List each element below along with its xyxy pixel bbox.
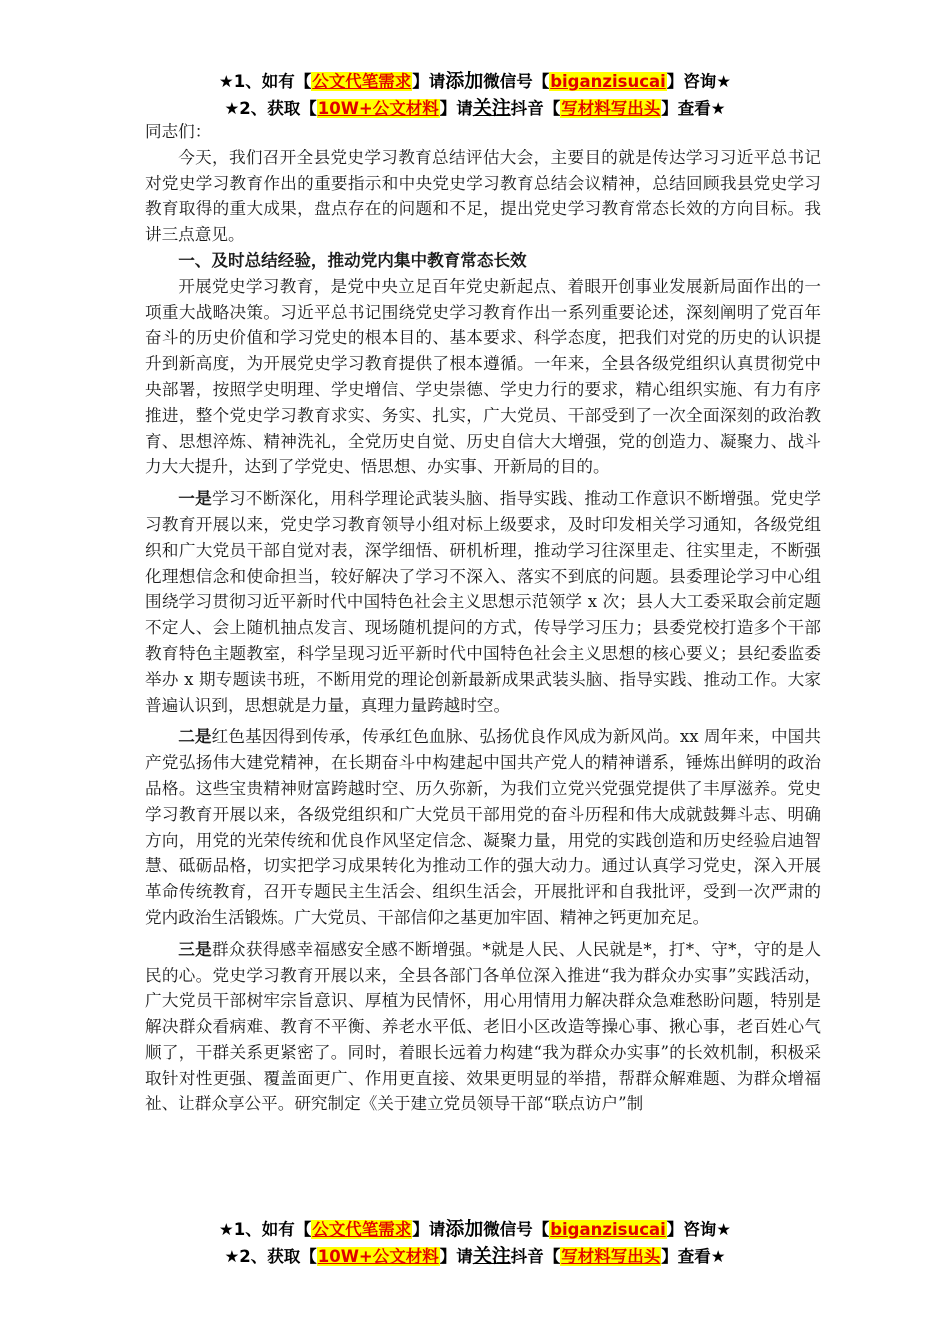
banner-text: 】请 (439, 99, 473, 118)
section-heading: 一、及时总结经验，推动党内集中教育常态长效 (178, 250, 527, 270)
banner-emphasis: 关注 (472, 1245, 511, 1267)
banner-line-2 (0, 95, 950, 122)
banner-text: 】请 (412, 1220, 446, 1239)
paragraph-text: 学习不断深化，用科学理论武装头脑、指导实践、推动工作意识不断增强。党史学习教育开展以来，党史学习教育领导小组对标上级要求，及时印发相关学习通知，各级党组织和广大党员干部自觉对表，深学细悟、研机析理，推动学习往深里走、往实里走，不断强化理想信念和使命担当，较好解决了学习不深入、落实不到底的问题。县委理论学习中心组围绕学习贯彻习近平新时代中国特色社会主义思想示范领学 x 次；县人大工委采取会前定题不定人、会上随机抽点发言、现场随机提问的方式，传导学习压力；县委党校打造多个干部教育特色主题教室，科学呈现习近平新时代中国特色社会主义思想的核心要义；县纪委监委举办 x 期专题读书班，不断用党的理论创新最新成果武装头脑、指导实践、推动工作。大家普遍认识到，思想就是力量，真理力量跨越时空。 (145, 489, 822, 715)
banner-line-2 (0, 1243, 950, 1270)
banner-text: ★1、如有【 (218, 1220, 312, 1239)
body-paragraph (145, 724, 821, 930)
salutation: 同志们： (145, 122, 212, 141)
banner-highlight: 公文代笔需求 (312, 72, 412, 91)
banner-text: 】查看★ (661, 99, 726, 118)
banner-text: 】请 (412, 72, 446, 91)
banner-text: ★2、获取【 (224, 1247, 317, 1266)
banner-line-1 (0, 1216, 950, 1243)
banner-highlight: 10W+公文材料 (317, 1247, 439, 1266)
bottom-banner (0, 1216, 950, 1270)
banner-text: ★2、获取【 (224, 99, 317, 118)
banner-text: 】查看★ (661, 1247, 726, 1266)
banner-text: 微信号【 (483, 1220, 550, 1239)
banner-text: 抖音【 (510, 99, 561, 118)
body-paragraph (145, 937, 821, 1118)
banner-highlight: biganzisucai (550, 72, 666, 91)
banner-text: 】咨询★ (666, 72, 732, 91)
paragraph-text: 群众获得感幸福感安全感不断增强。*就是人民、人民就是*，打*、守*，守的是人民的心。党史学习教育开展以来，全县各部门各单位深入推进“我为群众办实事”实践活动，广大党员干部树牢宗旨意识、厚植为民情怀，用心用情用力解决群众急难愁盼问题，特别是解决群众看病难、教育不平衡、养老水平低、老旧小区改造等操心事、揪心事，老百姓心气顺了，干群关系更紧密了。同时，着眼长远着力构建“我为群众办实事”的长效机制，积极采取针对性更强、覆盖面更广、作用更直接、效果更明显的举措，帮群众解难题、为群众增福祉、让群众享公平。研究制定《关于建立党员领导干部“联点访户”制 (145, 939, 822, 1114)
paragraph-text: 红色基因得到传承，传承红色血脉、弘扬优良作风成为新风尚。xx 周年来，中国共产党弘扬伟大建党精神，在长期奋斗中构建起中国共产党人的精神谱系，锤炼出鲜明的政治品格。这些宝贵精神财富跨越时空、历久弥新，为我们立党兴党强党提供了丰厚滋养。党史学习教育开展以来，各级党组织和广大党员干部用党的奋斗历程和伟大成就鼓舞斗志、明确方向，用党的光荣传统和优良作风坚定信念、凝聚力量，用党的实践创造和历史经验启迪智慧、砥砺品格，切实把学习成果转化为推动工作的强大动力。通过认真学习党史，深入开展革命传统教育，召开专题民主生活会、组织生活会，开展批评和自我批评，受到一次严肃的党内政治生活锻炼。广大党员、干部信仰之基更加牢固、精神之钙更加充足。 (145, 727, 821, 927)
banner-text: 】咨询★ (666, 1220, 732, 1239)
banner-text: 】请 (439, 1247, 473, 1266)
banner-highlight: 写材料写出头 (561, 1247, 661, 1266)
banner-highlight: 10W+公文材料 (317, 99, 439, 118)
banner-highlight: 写材料写出头 (561, 99, 661, 118)
banner-text: 微信号【 (483, 72, 550, 91)
paragraph-lead: 二是 (178, 727, 212, 747)
banner-highlight: biganzisucai (550, 1220, 666, 1239)
banner-text: ★1、如有【 (218, 72, 312, 91)
banner-emphasis: 添加 (445, 70, 484, 92)
document-body (145, 119, 821, 1117)
body-paragraph (145, 486, 821, 718)
banner-line-1 (0, 68, 950, 95)
banner-highlight: 公文代笔需求 (312, 1220, 412, 1239)
banner-emphasis: 关注 (472, 97, 511, 119)
intro-paragraph: 今天，我们召开全县党史学习教育总结评估大会，主要目的就是传达学习习近平总书记对党史学习教育作出的重要指示和中央党史学习教育总结会议精神，总结回顾我县党史学习教育取得的重大成果，盘点存在的问题和不足，提出党史学习教育常态长效的方向目标。我讲三点意见。 (145, 147, 821, 245)
banner-emphasis: 添加 (445, 1218, 484, 1240)
paragraph-lead: 三是 (178, 939, 213, 959)
top-banner (0, 68, 950, 122)
paragraph-lead: 一是 (178, 489, 213, 509)
body-paragraph: 开展党史学习教育，是党中央立足百年党史新起点、着眼开创事业发展新局面作出的一项重大战略决策。习近平总书记围绕党史学习教育作出一系列重要论述，深刻阐明了党百年奋斗的历史价值和学习党史的根本目的、基本要求、科学态度，把我们对党的历史的认识提升到新高度，为开展党史学习教育提供了根本遵循。一年来，全县各级党组织认真贯彻党中央部署，按照学史明理、学史增信、学史崇德、学史力行的要求，精心组织实施、有力有序推进，整个党史学习教育求实、务实、扎实，广大党员、干部受到了一次全面深刻的政治教育、思想淬炼、精神洗礼，全党历史自觉、历史自信大大增强，党的创造力、凝聚力、战斗力大大提升，达到了学党史、悟思想、办实事、开新局的目的。 (145, 276, 821, 477)
banner-text: 抖音【 (510, 1247, 561, 1266)
